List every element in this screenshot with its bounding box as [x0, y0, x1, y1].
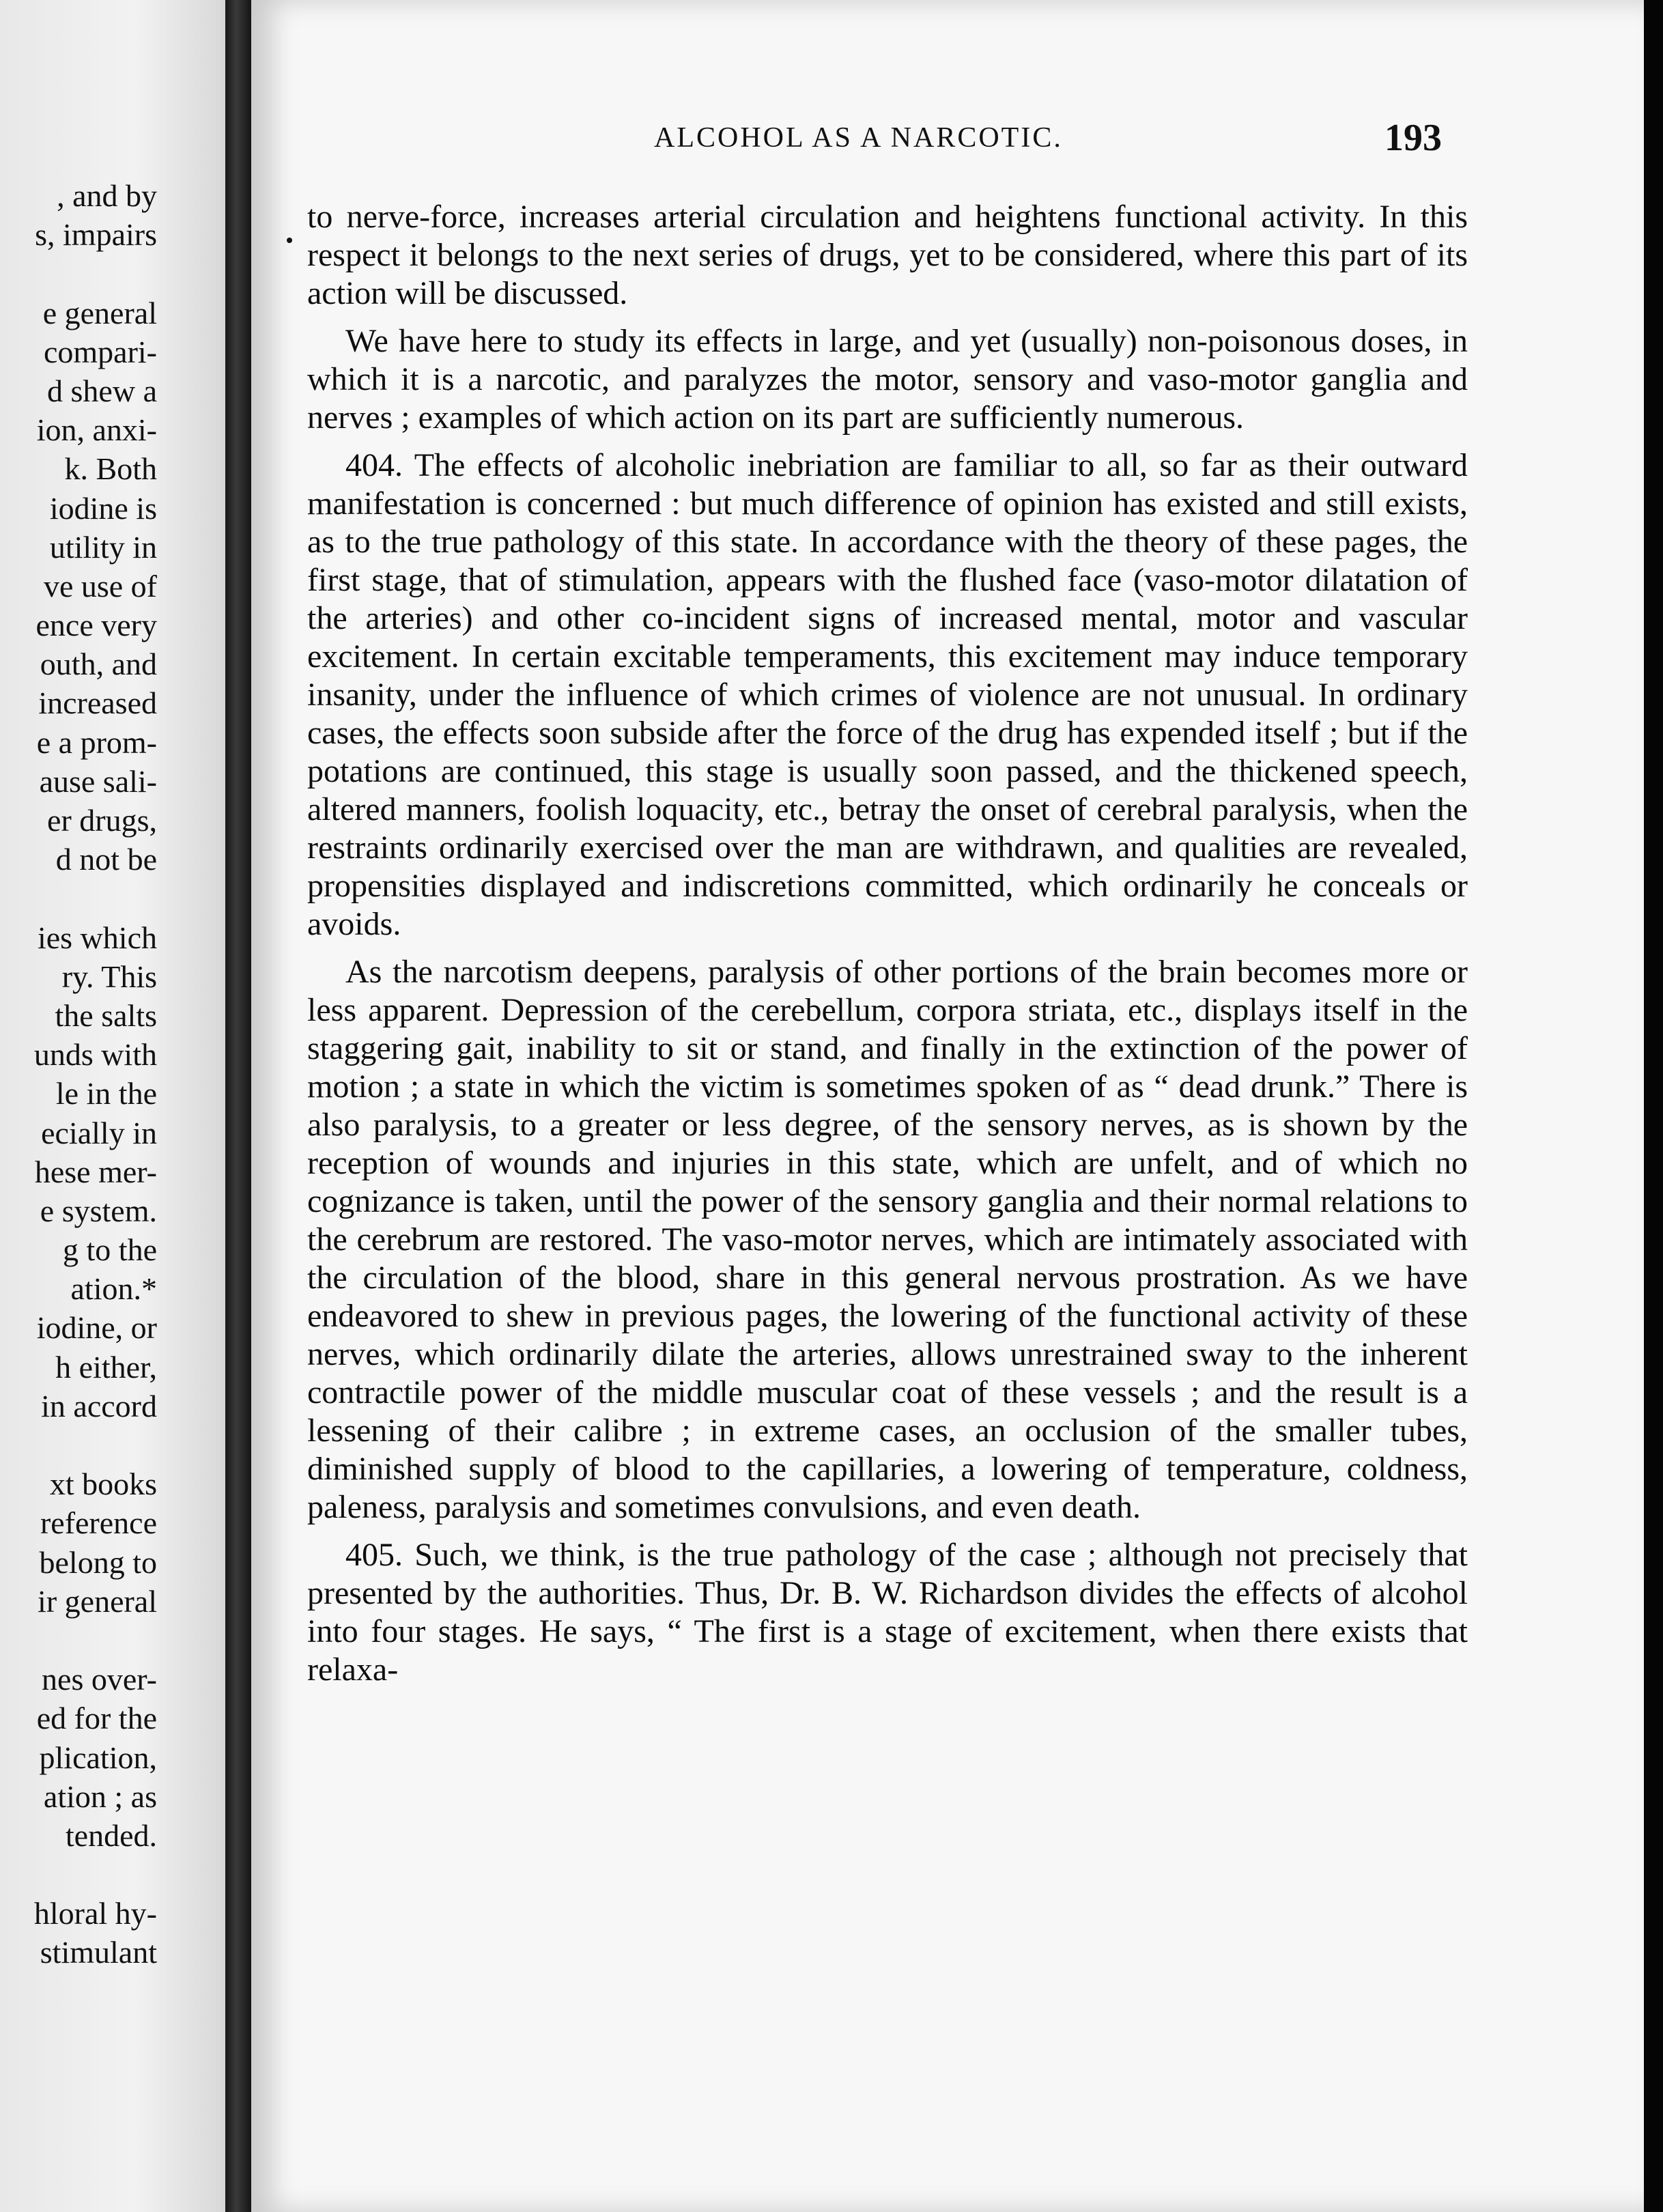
left-page-line: ed for the	[36, 1701, 157, 1736]
paragraph-404: 404. The effects of alcoholic inebriation are familiar to all, so far as their outward manifestation is concerned : but much difference of opinion has existed and still exists, as to the true pathology of this state. In accordance with the theory of these pages, the first stage, that of stimulation, appears with the flushed face (vaso-motor dilatation of the arteries) and other co-incident signs of increased mental, motor and vascular excitement. In certain excitable temperaments, this excitement may induce temporary insanity, under the influence of which crimes of violence are not unusual. In ordinary cases, the effects soon subside after the force of the drug has expended itself ; but if the potations are continued, this stage is usually soon passed, and the thickened speech, altered manners, foolish loquacity, etc., betray the onset of cerebral paralysis, when the restraints ordinarily exercised over the man are withdrawn, and qualities are revealed, propensities displayed and indiscretions committed, which ordinarily he conceals or avoids.	[307, 447, 1468, 942]
left-page-line: e system.	[40, 1193, 157, 1228]
left-facing-page	[0, 0, 225, 2212]
left-page-line	[34, 1426, 157, 1464]
book-gutter	[225, 0, 253, 2212]
left-page-line: plication,	[39, 1740, 157, 1775]
left-page-line: ve use of	[43, 568, 157, 604]
left-page-line: d not be	[55, 842, 157, 877]
left-page-line: , and by	[57, 178, 157, 213]
left-page-line: utility in	[49, 529, 157, 565]
left-page-line: ir general	[38, 1583, 157, 1619]
left-page-line: k. Both	[64, 451, 157, 487]
left-page-line: e general	[42, 295, 157, 330]
left-page-line: ause sali-	[39, 763, 157, 799]
left-page-line: le in the	[55, 1076, 157, 1111]
left-page-line: h either,	[55, 1349, 157, 1385]
left-page-line	[34, 254, 157, 293]
left-page-line: compari-	[43, 334, 157, 369]
body-text	[307, 198, 1468, 1699]
left-page-line	[34, 1621, 157, 1660]
left-page-line: d shew a	[47, 373, 157, 408]
left-page-line: nes over-	[42, 1662, 157, 1697]
left-page-line: ion, anxi-	[36, 412, 157, 448]
left-page-line: er drugs,	[47, 803, 157, 838]
left-page-line: ence very	[35, 608, 157, 643]
scan-edge	[1644, 0, 1663, 2212]
left-page-line: the salts	[55, 997, 157, 1033]
left-page-line: ies which	[37, 920, 157, 955]
left-page-line: iodine is	[49, 490, 157, 526]
paragraph-continuation: to nerve-force, increases arterial circulation and heightens functional activity. In this respect it belongs to the next series of drugs, yet to be considered, where this part of its action will be discussed.	[307, 199, 1468, 311]
left-page-line: in accord	[41, 1388, 157, 1423]
left-page-line: tended.	[65, 1817, 157, 1853]
left-page-text	[34, 176, 157, 1972]
left-page-line: hloral hy-	[33, 1896, 157, 1931]
paragraph: We have here to study its effects in large, and yet (usually) non-poisonous doses, in which it is a narcotic, and paralyzes the motor, sensory and vaso-motor ganglia and nerves ; examples of which action on its part are sufficiently numerous.	[307, 323, 1468, 436]
left-page-line: hese mer-	[34, 1154, 157, 1189]
left-page-line: reference	[40, 1505, 157, 1541]
left-page-line: unds with	[33, 1037, 157, 1073]
left-page-line: e a prom-	[36, 724, 157, 760]
left-page-line	[34, 1855, 157, 1894]
left-page-line: ation.*	[70, 1271, 157, 1307]
paragraph-405: 405. Such, we think, is the true pathology of the case ; although not precisely that presented by the authorities. Thus, Dr. B. W. Richardson divides the effects of alcohol into four stages. He says, “ The first is a stage of excitement, when there exists that relaxa-	[307, 1537, 1468, 1688]
left-page-line: ry. This	[61, 959, 157, 994]
ink-speck	[287, 238, 292, 243]
left-page-line	[34, 879, 157, 918]
left-page-line: stimulant	[40, 1935, 157, 1970]
left-page-line: iodine, or	[36, 1310, 157, 1346]
left-page-line: g to the	[63, 1232, 157, 1268]
left-page-line: s, impairs	[35, 217, 157, 253]
left-page-line: ation ; as	[43, 1778, 157, 1814]
left-page-line: increased	[38, 685, 157, 721]
paragraph: As the narcotism deepens, paralysis of other portions of the brain becomes more or less apparent. Depression of the cerebellum, corpora striata, etc., displays itself in the staggering gait, inability to sit or stand, and finally in the extinction of the power of motion ; a state in which the victim is sometimes spoken of as “ dead drunk.” There is also paralysis, to a greater or less degree, of the sensory nerves, as is shown by the reception of wounds and injuries in this state, which are unfelt, and of which no cognizance is taken, until the power of the sensory ganglia and their normal relations to the cerebrum are restored. The vaso-motor nerves, which are intimately associated with the circulation of the blood, share in this general nervous prostration. As we have endeavored to shew in previous pages, the lowering of the functional activity of these nerves, which ordinarily dilate the arteries, allows unrestrained sway to the inherent contractile power of the middle muscular coat of these vessels ; and the result is a lessening of their calibre ; in extreme cases, an occlusion of the smaller tubes, diminished supply of blood to the capillaries, a lowering of temperature, coldness, paleness, paralysis and sometimes convulsions, and even death.	[307, 954, 1468, 1525]
left-page-line: outh, and	[40, 647, 157, 682]
page-number: 193	[1384, 117, 1442, 159]
running-title: ALCOHOL AS A NARCOTIC.	[654, 122, 1063, 154]
main-page	[251, 0, 1644, 2212]
left-page-line: belong to	[39, 1544, 157, 1580]
left-page-line: xt books	[49, 1466, 157, 1502]
left-page-line: ecially in	[41, 1115, 157, 1150]
